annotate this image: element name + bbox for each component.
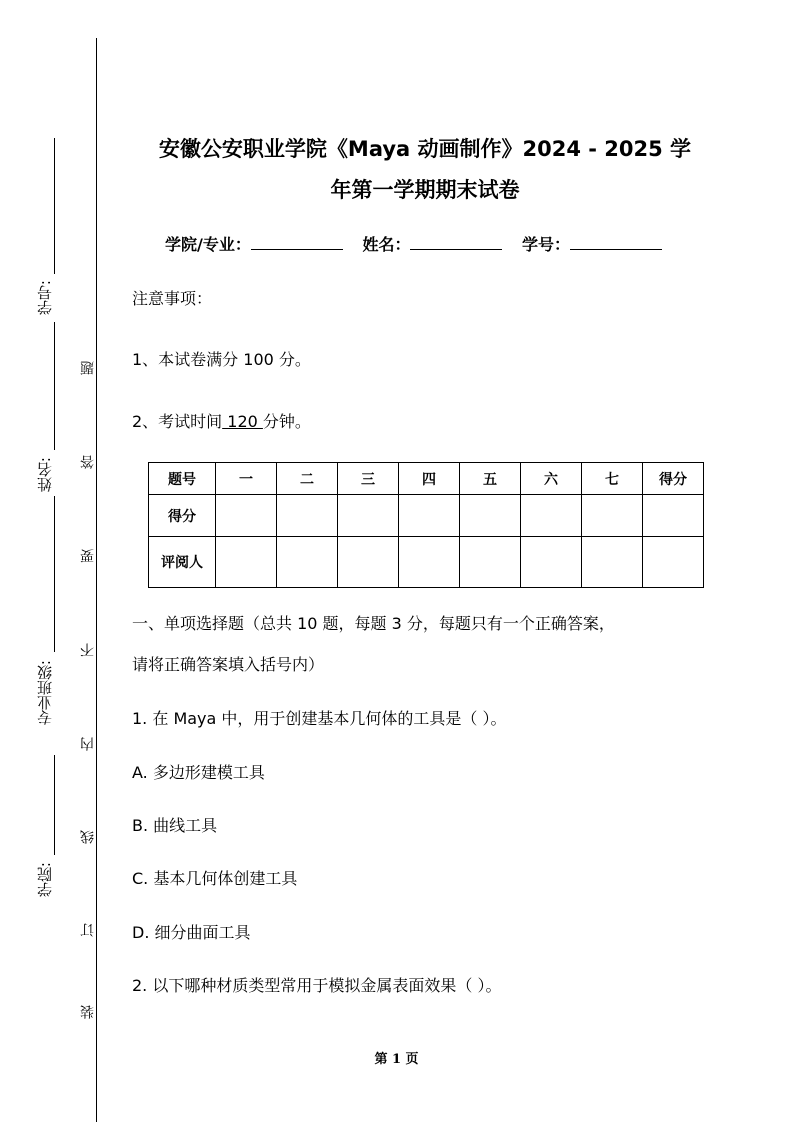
section1-heading-line2: 请将正确答案填入括号内） [132,655,325,674]
score-cell[interactable] [521,495,582,537]
reviewer-cell[interactable] [399,537,460,588]
header-cell: 六 [521,463,582,495]
notes-item-2 [132,409,311,432]
score-table [148,462,704,588]
binding-char: 要 [80,549,96,563]
sidebar-student-id-line [54,138,55,274]
row-label: 评阅人 [149,537,216,588]
score-cell[interactable] [338,495,399,537]
binding-char: 内 [80,737,96,751]
question-1-option-a[interactable]: A. 多边形建模工具 [132,763,265,782]
reviewer-cell[interactable] [582,537,643,588]
name-label: 姓名： [362,235,411,254]
header-cell: 得分 [643,463,704,495]
sidebar-name-line [54,322,55,450]
binding-char: 题 [80,361,96,375]
exam-title-line2: 年第一学期期末试卷 [330,178,520,202]
score-table-header-row [149,463,704,495]
exam-duration-value: 120 [222,412,263,431]
header-cell: 七 [582,463,643,495]
score-cell[interactable] [643,495,704,537]
name-blank[interactable] [410,235,502,250]
binding-margin-line [96,38,97,1122]
notes-item-1: 1、本试卷满分 100 分。 [132,350,311,369]
reviewer-cell[interactable] [521,537,582,588]
question-1-option-c[interactable]: C. 基本几何体创建工具 [132,869,298,888]
notes-heading: 注意事项： [132,289,213,308]
reviewer-cell[interactable] [277,537,338,588]
sidebar-student-id-label: 学号: [36,280,54,316]
header-cell: 五 [460,463,521,495]
score-cell[interactable] [277,495,338,537]
reviewer-cell[interactable] [338,537,399,588]
score-cell[interactable] [216,495,277,537]
header-cell: 题号 [149,463,216,495]
college-major-label: 学院/专业： [165,235,251,254]
reviewer-cell[interactable] [216,537,277,588]
header-cell: 四 [399,463,460,495]
header-cell: 一 [216,463,277,495]
header-cell: 三 [338,463,399,495]
notes-item-2-prefix: 2、考试时间 [132,412,223,431]
binding-char: 订 [80,923,96,937]
binding-char: 答 [80,455,96,469]
page-number: 第 1 页 [374,1052,419,1067]
question-1-option-d[interactable]: D. 细分曲面工具 [132,923,251,942]
sidebar-class-label: 专业班级: [36,660,54,726]
score-cell[interactable] [582,495,643,537]
binding-char: 不 [80,643,96,657]
question-1-option-b[interactable]: B. 曲线工具 [132,816,218,835]
sidebar-class-line [54,496,55,652]
reviewer-cell[interactable] [643,537,704,588]
sidebar-name-label: 姓名: [36,457,54,493]
question-2-stem: 2. 以下哪种材质类型常用于模拟金属表面效果（ ）。 [132,976,502,995]
student-id-blank[interactable] [570,235,662,250]
student-id-label: 学号： [522,235,571,254]
header-cell: 二 [277,463,338,495]
sidebar-college-label: 学院: [36,862,54,898]
question-1-stem: 1. 在 Maya 中，用于创建基本几何体的工具是（ ）。 [132,709,507,728]
college-major-blank[interactable] [251,235,343,250]
exam-title-line1: 安徽公安职业学院《Maya 动画制作》2024 - 2025 学 [158,137,692,161]
reviewer-cell[interactable] [460,537,521,588]
score-cell[interactable] [399,495,460,537]
score-cell[interactable] [460,495,521,537]
notes-item-2-suffix: 分钟。 [262,412,311,431]
section1-heading-line1: 一、单项选择题（总共 10 题，每题 3 分，每题只有一个正确答案， [132,614,615,633]
score-table-row [149,495,704,537]
score-table-row [149,537,704,588]
row-label: 得分 [149,495,216,537]
binding-char: 线 [80,830,96,844]
sidebar-college-line [54,755,55,855]
student-info-row [165,232,676,255]
binding-char: 装 [80,1005,96,1019]
